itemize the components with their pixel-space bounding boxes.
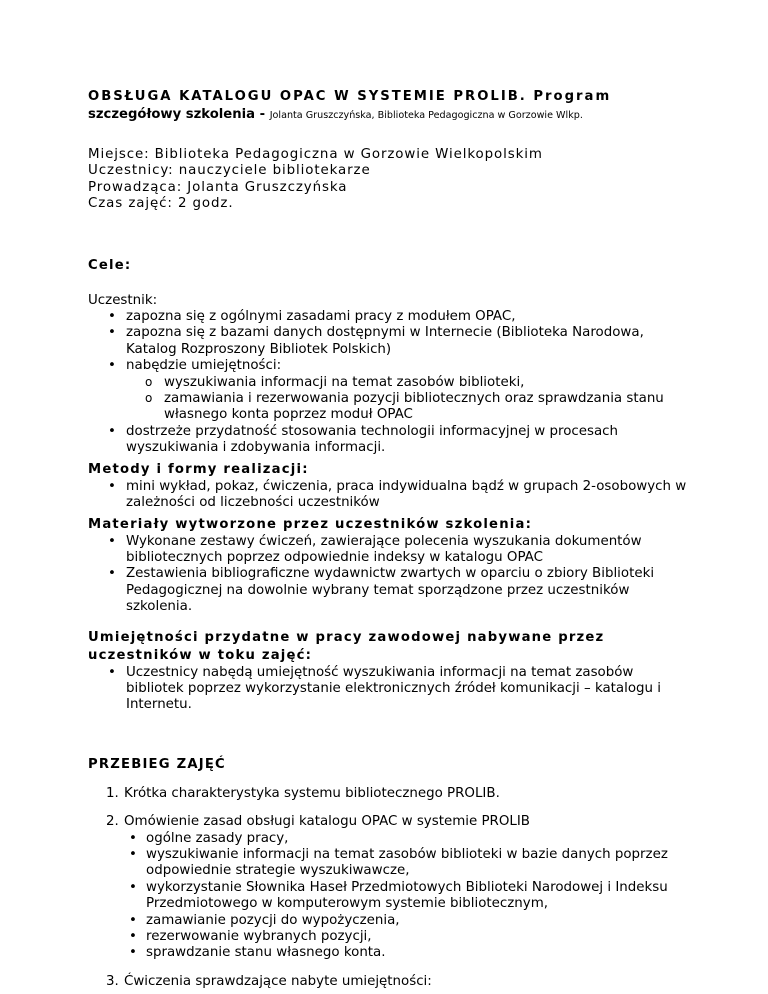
step-number: 1. <box>106 785 119 801</box>
umiejetnosci-list <box>88 665 688 714</box>
step-text: Krótka charakterystyka systemu bibliotecznego PROLIB. <box>124 785 500 801</box>
step-text: Omówienie zasad obsługi katalogu OPAC w systemie PROLIB <box>124 814 530 830</box>
meta-time: Czas zajęć: 2 godz. <box>88 196 234 212</box>
cele-lead: Uczestnik: <box>88 292 158 308</box>
step-item <box>88 974 688 990</box>
przebieg-steps <box>88 786 688 990</box>
sublist-item: o wyszukiwania informacji na temat zasobów biblioteki, <box>126 375 688 391</box>
list-item: • Uczestnicy nabędą umiejętność wyszukiwania informacji na temat zasobów bibliotek poprzez wykorzystanie elektronicznych źródeł komunikacji – katalogu i Internetu. <box>88 665 688 714</box>
section-heading-cele: Cele: <box>88 257 132 273</box>
step-text: Ćwiczenia sprawdzające nabyte umiejętności: <box>124 973 432 989</box>
step-item <box>88 814 688 962</box>
step-number: 3. <box>106 973 119 989</box>
step-number: 2. <box>106 814 119 830</box>
subtitle-bold: szczegółowy szkolenia - <box>88 107 270 122</box>
materialy-list <box>88 534 688 616</box>
list-item: • zamawianie pozycji do wypożyczenia, <box>124 913 688 929</box>
section-heading-materialy: Materiały wytworzone przez uczestników szkolenia: <box>88 516 533 532</box>
document-title: OBSŁUGA KATALOGU OPAC W SYSTEMIE PROLIB. Program <box>88 89 612 104</box>
document-page <box>88 88 688 990</box>
list-item: • zapozna się z bazami danych dostępnymi w Internecie (Biblioteka Narodowa, Katalog Rozproszony Bibliotek Polskich) <box>88 325 688 358</box>
meta-place: Miejsce: Biblioteka Pedagogiczna w Gorzowie Wielkopolskim <box>88 147 543 162</box>
cele-sublist <box>126 375 688 424</box>
meta-participants: Uczestnicy: nauczyciele bibliotekarze <box>88 163 371 179</box>
section-heading-metody: Metody i formy realizacji: <box>88 461 309 477</box>
section-heading-umiejetnosci: Umiejętności przydatne w pracy zawodowej nabywane przez uczestników w toku zajęć: <box>88 629 605 663</box>
meta-leader: Prowadząca: Jolanta Gruszczyńska <box>88 179 348 195</box>
list-item: • Wykonane zestawy ćwiczeń, zawierające polecenia wyszukania dokumentów bibliotecznych poprzez odpowiednie indeksy w katalogu OPAC <box>88 534 688 567</box>
document-subtitle <box>88 106 688 125</box>
list-item: • rezerwowanie wybranych pozycji, <box>124 929 688 945</box>
list-item: • zapozna się z ogólnymi zasadami pracy z modułem OPAC, <box>88 309 688 325</box>
list-item: • mini wykład, pokaz, ćwiczenia, praca indywidualna bądź w grupach 2-osobowych w zależności od liczebności uczestników <box>88 479 688 512</box>
step-item <box>88 786 688 802</box>
section-heading-przebieg: PRZEBIEG ZAJĘĆ <box>88 756 226 772</box>
step2-list <box>124 831 688 962</box>
subtitle-author: Jolanta Gruszczyńska, Biblioteka Pedagogiczna w Gorzowie Wlkp. <box>269 110 583 121</box>
cele-list <box>88 309 688 457</box>
meta-block <box>88 147 688 213</box>
list-item: • sprawdzanie stanu własnego konta. <box>124 945 688 961</box>
list-item: • wyszukiwanie informacji na temat zasobów biblioteki w bazie danych poprzez odpowiednie strategie wyszukiwawcze, <box>124 847 688 880</box>
list-item-text: nabędzie umiejętności: <box>126 358 282 374</box>
list-item: • ogólne zasady pracy, <box>124 831 688 847</box>
sublist-item: o zamawiania i rezerwowania pozycji bibliotecznych oraz sprawdzania stanu własnego konta poprzez moduł OPAC <box>126 391 688 424</box>
list-item: • wykorzystanie Słownika Haseł Przedmiotowych Biblioteki Narodowej i Indeksu Przedmiotowego w komputerowym systemie bibliotecznym, <box>124 880 688 913</box>
list-item: • Zestawienia bibliograficzne wydawnictw zwartych w oparciu o zbiory Biblioteki Pedagogicznej na dowolnie wybrany temat sporządzone przez uczestników szkolenia. <box>88 566 688 615</box>
list-item: • dostrzeże przydatność stosowania technologii informacyjnej w procesach wyszukiwania i zdobywania informacji. <box>88 424 688 457</box>
metody-list <box>88 479 688 512</box>
list-item <box>88 358 688 424</box>
